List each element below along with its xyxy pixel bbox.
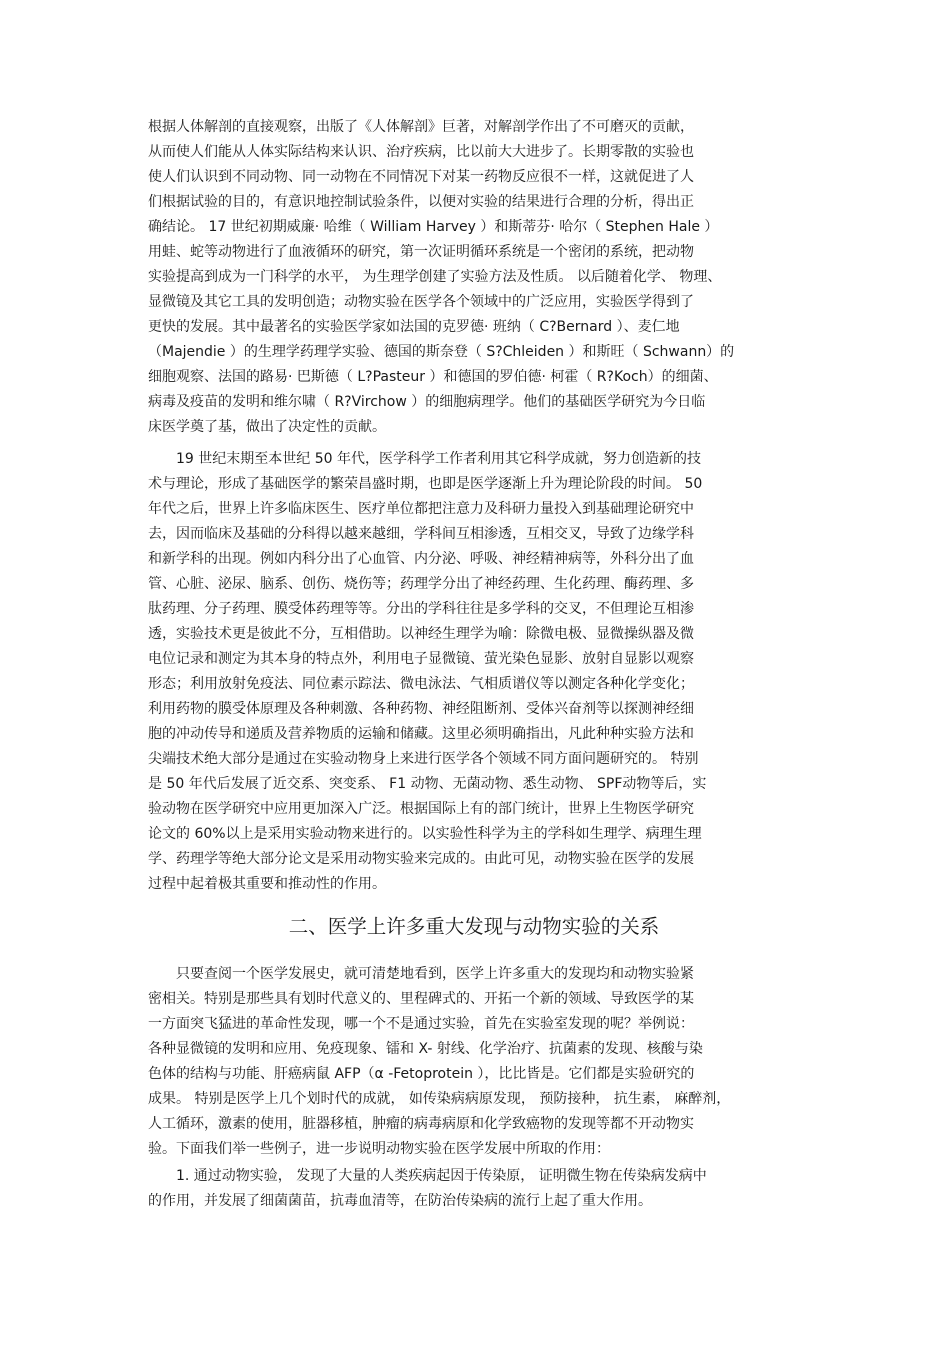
paragraph-3-line: 验。下面我们举一些例子，进一步说明动物实验在医学发展中所取的作用： [148, 1141, 610, 1157]
paragraph-2-line: 去，因而临床及基础的分科得以越来越细，学科间互相渗透，互相交叉，导致了边缘学科 [148, 526, 694, 542]
paragraph-2-line: 肽药理、分子药理、膜受体药理等等。分出的学科往往是多学科的交叉，不但理论互相渗 [148, 601, 694, 617]
section-heading: 二、医学上许多重大发现与动物实验的关系 [288, 915, 660, 938]
paragraph-1-line: 从而使人们能从人体实际结构来认识、治疗疾病，比以前大大进步了。长期零散的实验也 [148, 144, 694, 160]
paragraph-2-line: 论文的 60%以上是采用实验动物来进行的。以实验性科学为主的学科如生理学、病理生理 [148, 826, 702, 842]
paragraph-1-line: 细胞观察、法国的路易· 巴斯德（ L?Pasteur ）和德国的罗伯德· 柯霍（ R?Koch）的细菌、 [148, 369, 718, 385]
paragraph-4-line: 的作用，并发展了细菌菌苗，抗毒血清等，在防治传染病的流行上起了重大作用。 [148, 1193, 652, 1209]
paragraph-3-line: 密相关。特别是那些具有划时代意义的、里程碑式的、开拓一个新的领域、导致医学的某 [148, 991, 694, 1007]
paragraph-1-line: 病毒及疫苗的发明和维尔啸（ R?Virchow ）的细胞病理学。他们的基础医学研究为今日临 [148, 394, 706, 410]
paragraph-2-line: 管、心脏、泌尿、脑系、创伤、烧伤等；药理学分出了神经药理、生化药理、酶药理、多 [148, 576, 694, 592]
paragraph-1-line: 用蛙、蛇等动物进行了血液循环的研究，第一次证明循环系统是一个密闭的系统，把动物 [148, 244, 694, 260]
paragraph-2-line: 尖端技术绝大部分是通过在实验动物身上来进行医学各个领域不同方面问题研究的。 特别 [148, 751, 699, 767]
paragraph-2-line: 验动物在医学研究中应用更加深入广泛。根据国际上有的部门统计，世界上生物医学研究 [148, 801, 694, 817]
paragraph-1-line: 确结论。 17 世纪初期威廉· 哈维（ William Harvey ）和斯蒂芬· 哈尔（ Stephen Hale ） [148, 219, 719, 235]
paragraph-1-line: （Majendie ）的生理学药理学实验、德国的斯奈登（ S?Chleiden ）和斯旺（ Schwann）的 [148, 344, 735, 360]
paragraph-2-line: 形态；利用放射免疫法、同位素示踪法、微电泳法、气相质谱仪等以测定各种化学变化； [148, 676, 694, 692]
paragraph-2-line: 和新学科的出现。例如内科分出了心血管、内分泌、呼吸、神经精神病等，外科分出了血 [148, 551, 694, 567]
paragraph-1-line: 显微镜及其它工具的发明创造；动物实验在医学各个领域中的广泛应用，实验医学得到了 [148, 294, 694, 310]
paragraph-1-line: 床医学奠了基，做出了决定性的贡献。 [148, 419, 386, 435]
paragraph-3-line: 各种显微镜的发明和应用、免疫现象、镭和 X- 射线、化学治疗、抗菌素的发现、核酸与染 [148, 1041, 703, 1057]
paragraph-4-line: 1. 通过动物实验， 发现了大量的人类疾病起因于传染原， 证明微生物在传染病发病中 [176, 1168, 707, 1184]
paragraph-1-line: 使人们认识到不同动物、同一动物在不同情况下对某一药物反应很不一样，这就促进了人 [148, 169, 694, 185]
paragraph-3-line: 一方面突飞猛进的革命性发现，哪一个不是通过实验，首先在实验室发现的呢？举例说： [148, 1016, 694, 1032]
paragraph-2-line: 年代之后，世界上许多临床医生、医疗单位都把注意力及科研力量投入到基础理论研究中 [148, 501, 694, 517]
paragraph-2-line: 过程中起着极其重要和推动性的作用。 [148, 876, 386, 892]
paragraph-3-line: 只要查阅一个医学发展史，就可清楚地看到，医学上许多重大的发现均和动物实验紧 [176, 966, 694, 982]
paragraph-2-line: 19 世纪末期至本世纪 50 年代，医学科学工作者利用其它科学成就，努力创造新的技 [176, 451, 701, 467]
paragraph-3-line: 人工循环，激素的使用，脏器移植，肿瘤的病毒病原和化学致癌物的发现等都不开动物实 [148, 1116, 694, 1132]
paragraph-1-line: 实验提高到成为一门科学的水平， 为生理学创建了实验方法及性质。 以后随着化学、 物理、 [148, 269, 722, 285]
paragraph-1-line: 更快的发展。其中最著名的实验医学家如法国的克罗德· 班纳（ C?Bernard ）、麦仁地 [148, 319, 680, 335]
paragraph-3-line: 色体的结构与功能、肝癌病鼠 AFP（α -Fetoprotein ），比比皆是。它们都是实验研究的 [148, 1066, 695, 1082]
paragraph-1-line: 根据人体解剖的直接观察，出版了《人体解剖》巨著，对解剖学作出了不可磨灭的贡献， [148, 119, 694, 135]
paragraph-2-line: 利用药物的膜受体原理及各种刺激、各种药物、神经阻断剂、受体兴奋剂等以探测神经细 [148, 701, 694, 717]
paragraph-2-line: 是 50 年代后发展了近交系、突变系、 F1 动物、无菌动物、悉生动物、 SPF动物等后，实 [148, 776, 707, 792]
paragraph-2-line: 透，实验技术更是彼此不分，互相借助。以神经生理学为喻：除微电极、显微操纵器及微 [148, 626, 694, 642]
paragraph-2-line: 学、药理学等绝大部分论文是采用动物实验来完成的。由此可见，动物实验在医学的发展 [148, 851, 694, 867]
paragraph-1-line: 们根据试验的目的，有意识地控制试验条件，以便对实验的结果进行合理的分析，得出正 [148, 194, 694, 210]
paragraph-2-line: 术与理论，形成了基础医学的繁荣昌盛时期，也即是医学逐渐上升为理论阶段的时间。 50 [148, 476, 703, 492]
paragraph-2-line: 胞的冲动传导和递质及营养物质的运输和储藏。这里必须明确指出，凡此种种实验方法和 [148, 726, 694, 742]
paragraph-2-line: 电位记录和测定为其本身的特点外，利用电子显微镜、萤光染色显影、放射自显影以观察 [148, 651, 694, 667]
paragraph-3-line: 成果。 特别是医学上几个划时代的成就， 如传染病病原发现， 预防接种， 抗生素， 麻醉剂， [148, 1091, 731, 1107]
